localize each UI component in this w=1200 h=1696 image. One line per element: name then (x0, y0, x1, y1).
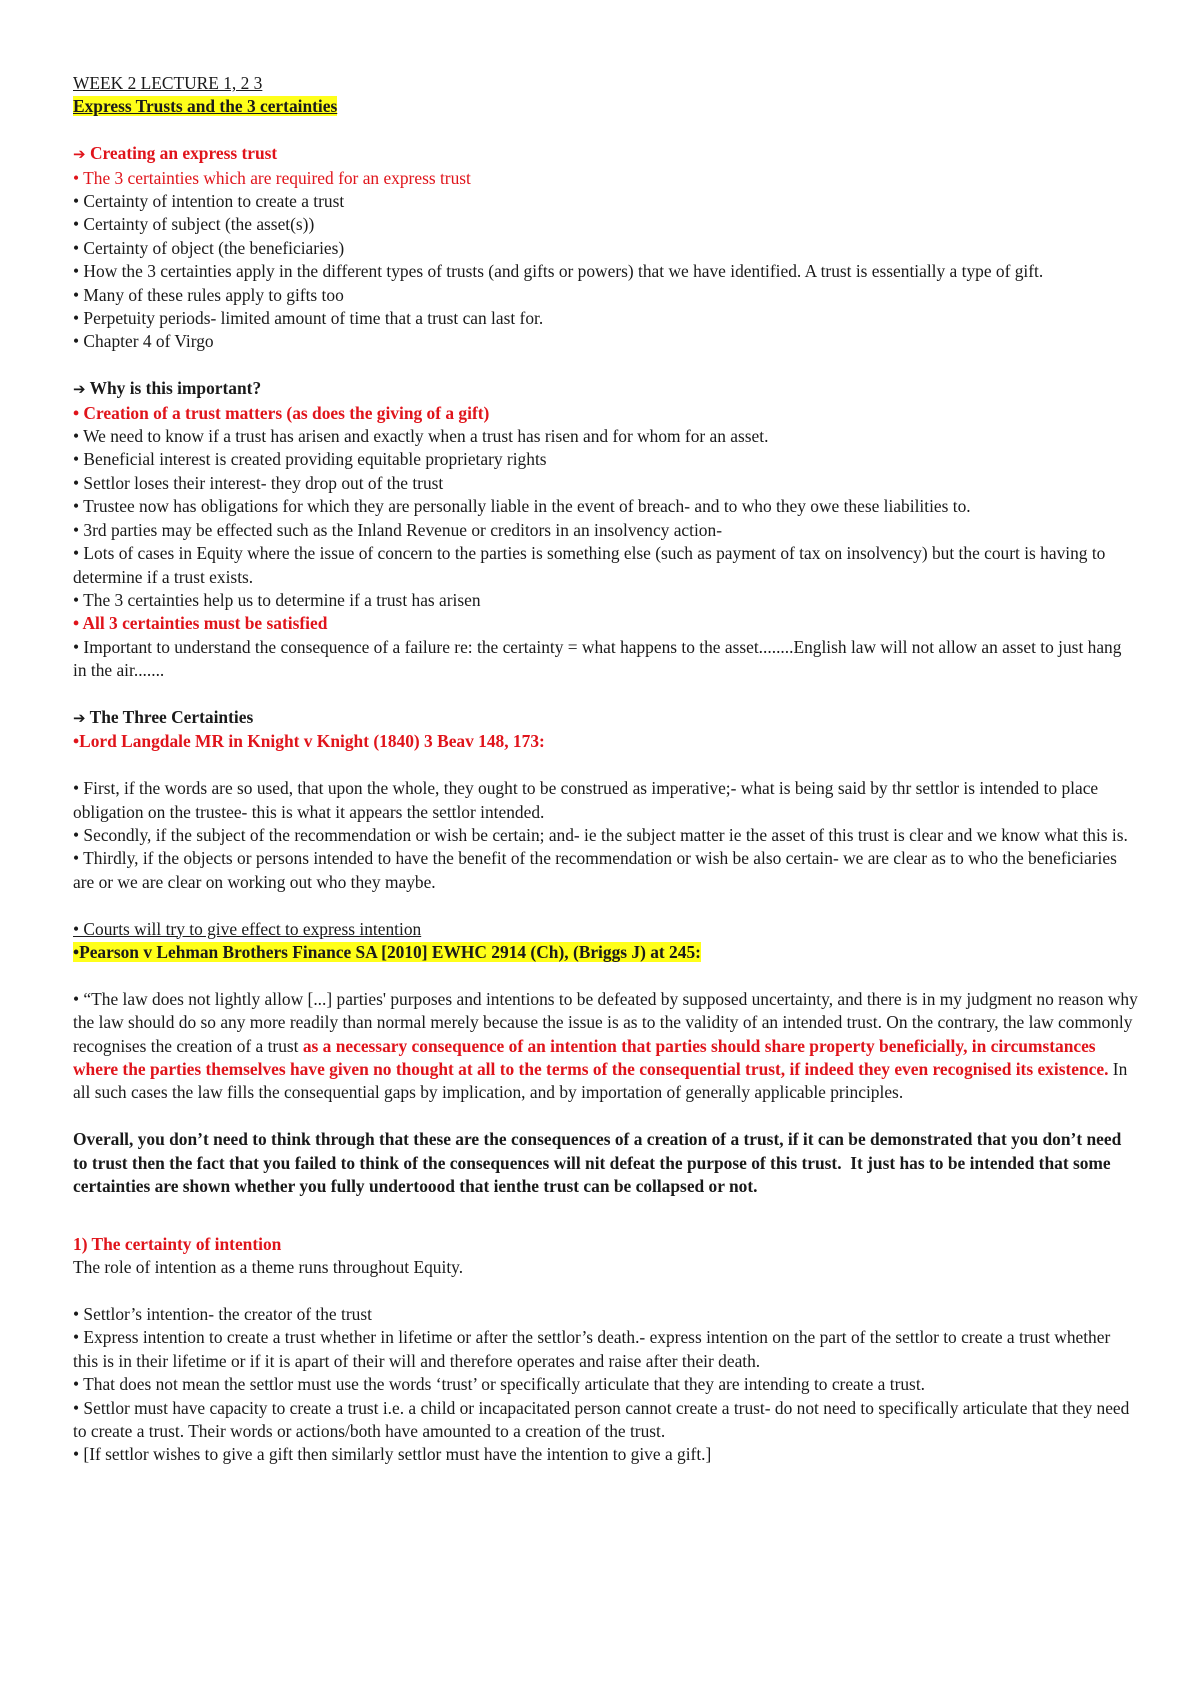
arrow-right-icon: ➔ (73, 708, 86, 727)
case-reference: •Lord Langdale MR in Knight v Knight (1840) 3 Beav 148, 173: (73, 731, 545, 752)
bullet-item: • Secondly, if the subject of the recommendation or wish be certain; and- ie the subject matter ie the asset of this trust is clear and we know what this is. (73, 824, 1128, 845)
document-title-line (73, 95, 1138, 118)
bullet-item: • Perpetuity periods- limited amount of time that a trust can last for. (73, 308, 544, 329)
bullet-item: • Thirdly, if the objects or persons intended to have the benefit of the recommendation or wish be also certain- we are clear as to who the beneficiaries are or we are clear on working out who they maybe. (73, 848, 1122, 892)
arrow-right-icon: ➔ (73, 380, 86, 399)
spacer (73, 1198, 1138, 1221)
section-heading-certainty-of-intention: 1) The certainty of intention (73, 1233, 282, 1254)
spacer (73, 1222, 1138, 1233)
bullet-item: • Important to understand the consequence of a failure re: the certainty = what happens to the asset........English law will not allow an asset to just hang in the air....... (73, 636, 1126, 681)
bullet-item: • Certainty of subject (the asset(s)) (73, 214, 315, 235)
section-heading-text: Why is this important? (89, 378, 262, 399)
bullet-item: • Lots of cases in Equity where the issue of concern to the parties is something else (such as payment of tax on insolvency) but the court is having to determine if a trust exists. (73, 543, 1110, 587)
bullet-item-emphasis: • Creation of a trust matters (as does the giving of a gift) (73, 402, 490, 423)
bullet-item: • Trustee now has obligations for which they are personally liable in the event of breach- and to who they owe these liabilities to. (73, 496, 971, 517)
spacer (73, 1105, 1138, 1128)
bullet-item: • Chapter 4 of Virgo (73, 331, 214, 352)
spacer (73, 1280, 1138, 1303)
section-heading-text: Creating an express trust (89, 143, 278, 164)
judgment-quote (73, 988, 1143, 1105)
bullet-item: • 3rd parties may be effected such as the Inland Revenue or creditors in an insolvency action- (73, 519, 722, 540)
bullet-item: • That does not mean the settlor must use the words ‘trust’ or specifically articulate that they are intending to create a trust. (73, 1374, 926, 1395)
case-reference-line (73, 941, 1138, 964)
bullet-item-emphasis: • All 3 certainties must be satisfied (73, 613, 328, 634)
spacer (73, 894, 1138, 917)
bullet-item: • Certainty of object (the beneficiaries) (73, 237, 345, 258)
section-heading-text: The Three Certainties (89, 706, 254, 727)
bullet-item: • Certainty of intention to create a trust (73, 191, 345, 212)
bullet-item: • First, if the words are so used, that upon the whole, they ought to be construed as imperative;- what is being said by thr settlor is intended to place obligation on the trustee- this is what it appears the settlor intended. (73, 778, 1103, 822)
section-heading-why (73, 377, 1138, 401)
bullet-item: • [If settlor wishes to give a gift then similarly settlor must have the intention to give a gift.] (73, 1444, 712, 1465)
bullet-item: • Settlor must have capacity to create a trust i.e. a child or incapacitated person cannot create a trust- do not need to specifically articulate that they need to create a trust. Their words or actions/both have amounted to a creation of the trust. (73, 1397, 1134, 1442)
document-page (73, 72, 1143, 1467)
bullet-item: • Express intention to create a trust whether in lifetime or after the settlor’s death.- express intention on the part of the settlor to create a trust whether this is in their lifetime or if it is apart of their will and therefore operates and raise after their death. (73, 1327, 1115, 1371)
spacer (73, 754, 1138, 777)
week-lecture-line: WEEK 2 LECTURE 1, 2 3 (73, 73, 263, 93)
section-heading-creating (73, 142, 1138, 166)
bullet-item: • The 3 certainties help us to determine if a trust has arisen (73, 589, 481, 610)
bullet-item: • Beneficial interest is created providing equitable proprietary rights (73, 449, 547, 470)
arrow-right-icon: ➔ (73, 145, 86, 164)
spacer (73, 683, 1138, 706)
overall-summary: Overall, you don’t need to think through that these are the consequences of a creation of a trust, if it can be demonstrated that you don’t need to trust then the fact that you failed to think of the consequences will nit defeat the purpose of this trust. It just has to be intended that some certainties are shown whether you fully undertoood that ienthe trust can be collapsed or not. (73, 1129, 1126, 1196)
spacer (73, 964, 1138, 987)
section-intro: The role of intention as a theme runs throughout Equity. (73, 1257, 464, 1278)
bullet-item: • Settlor’s intention- the creator of the trust (73, 1303, 372, 1324)
spacer (73, 119, 1138, 142)
bullet-item: • The 3 certainties which are required for an express trust (73, 167, 471, 188)
bullet-item: • Settlor loses their interest- they drop out of the trust (73, 472, 444, 493)
quote-text: In all such cases the law fills the consequential gaps by implication, and by importation of generally applicable principles. (73, 1058, 1132, 1103)
case-reference: •Pearson v Lehman Brothers Finance SA [2010] EWHC 2914 (Ch), (Briggs J) at 245: (73, 941, 701, 962)
quote-emphasis: as a necessary consequence of an intention that parties should share property beneficially, in circumstances where the parties themselves have given no thought at all to the terms of the consequential trust, if indeed they even recognised its existence. (73, 1035, 1109, 1079)
document-title: Express Trusts and the 3 certainties (73, 96, 338, 117)
courts-intention-line: • Courts will try to give effect to express intention (73, 918, 422, 939)
section-heading-three-certainties (73, 706, 1138, 730)
spacer (73, 354, 1138, 377)
bullet-item: • We need to know if a trust has arisen and exactly when a trust has risen and for whom for an asset. (73, 426, 769, 447)
quote-text: • “The law does not lightly allow [...] parties' purposes and intentions to be defeated by supposed uncertainty, and there is in my judgment no reason why the law should do so any more readily than normal merely because the issue is as to the validity of an intended trust. On the contrary, the law commonly recognises the creation of a trust (73, 988, 1143, 1056)
bullet-item: • How the 3 certainties apply in the different types of trusts (and gifts or powers) that we have identified. A trust is essentially a type of gift. (73, 261, 1044, 282)
bullet-item: • Many of these rules apply to gifts too (73, 284, 344, 305)
